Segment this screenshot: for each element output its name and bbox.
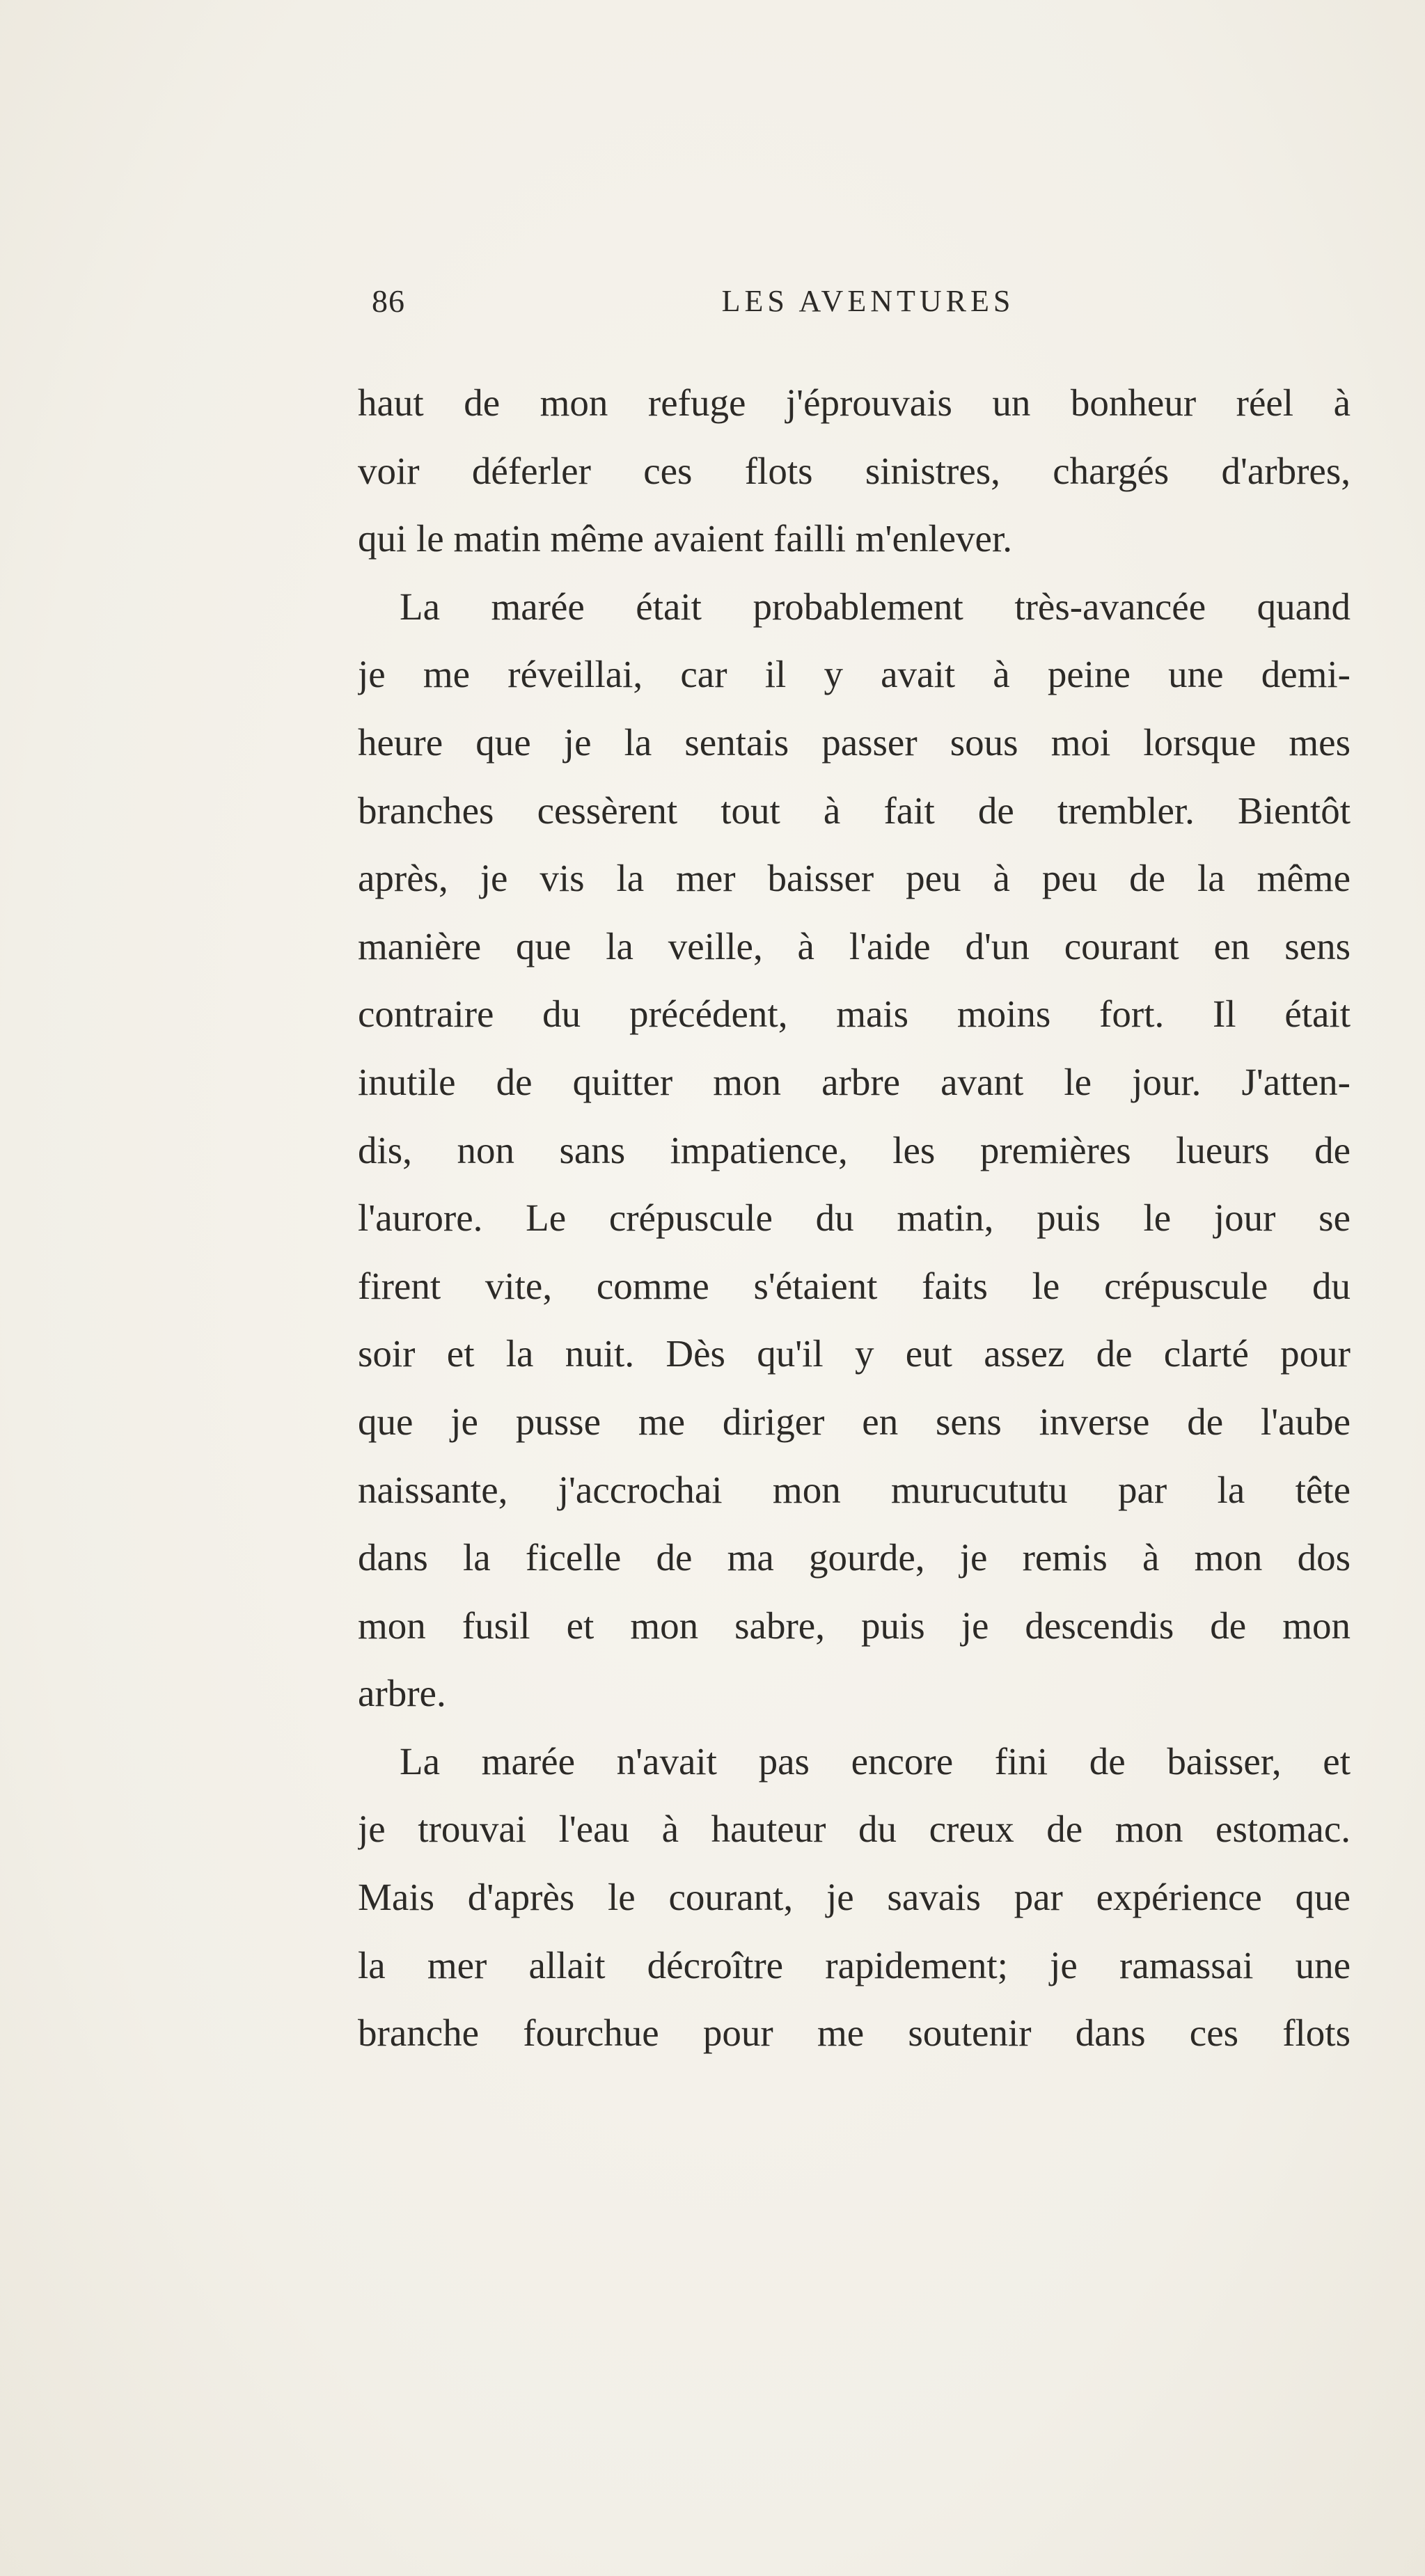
text-line: heure que je la sentais passer sous moi lorsque mes xyxy=(358,720,1351,764)
text-line: après, je vis la mer baisser peu à peu de la même xyxy=(358,857,1351,900)
text-line: mon fusil et mon sabre, puis je descendis de mon xyxy=(358,1604,1351,1647)
text-line: manière que la veille, à l'aide d'un courant en sens xyxy=(358,924,1351,967)
text-line: arbre. xyxy=(358,1672,446,1715)
text-line: qui le matin même avaient failli m'enlever. xyxy=(358,517,1012,560)
text-line: branches cessèrent tout à fait de trembler. Bientôt xyxy=(358,789,1351,832)
text-line: je trouvai l'eau à hauteur du creux de mon estomac. xyxy=(358,1808,1351,1851)
text-line: La marée était probablement très-avancée quand xyxy=(400,585,1351,628)
text-line: voir déferler ces flots sinistres, chargés d'arbres, xyxy=(358,449,1351,492)
text-line: l'aurore. Le crépuscule du matin, puis le jour se xyxy=(358,1196,1351,1240)
text-line: Mais d'après le courant, je savais par expérience que xyxy=(358,1876,1351,1919)
text-line: dis, non sans impatience, les premières lueurs de xyxy=(358,1128,1351,1171)
text-line: que je pusse me diriger en sens inverse de l'aube xyxy=(358,1400,1351,1443)
text-line: dans la ficelle de ma gourde, je remis à mon dos xyxy=(358,1536,1351,1579)
text-line: naissante, j'accrochai mon murucututu par la tête xyxy=(358,1468,1351,1511)
running-head xyxy=(358,277,1351,326)
text-line: soir et la nuit. Dès qu'il y eut assez de clarté pour xyxy=(358,1332,1351,1375)
text-line: je me réveillai, car il y avait à peine une demi- xyxy=(358,653,1351,696)
page-number: 86 xyxy=(372,283,405,319)
running-title: LES AVENTURES xyxy=(721,284,1015,318)
text-line: contraire du précédent, mais moins fort. Il était xyxy=(358,993,1351,1036)
text-line: La marée n'avait pas encore fini de baisser, et xyxy=(400,1739,1351,1783)
text-line: inutile de quitter mon arbre avant le jour. J'atten- xyxy=(358,1060,1351,1103)
text-line: la mer allait décroître rapidement; je ramassai une xyxy=(358,1943,1351,1986)
text-line: branche fourchue pour me soutenir dans ces flots xyxy=(358,2012,1351,2055)
text-line: haut de mon refuge j'éprouvais un bonheur réel à xyxy=(358,381,1351,424)
text-line: firent vite, comme s'étaient faits le crépuscule du xyxy=(358,1264,1351,1307)
body-text xyxy=(358,369,1351,2067)
